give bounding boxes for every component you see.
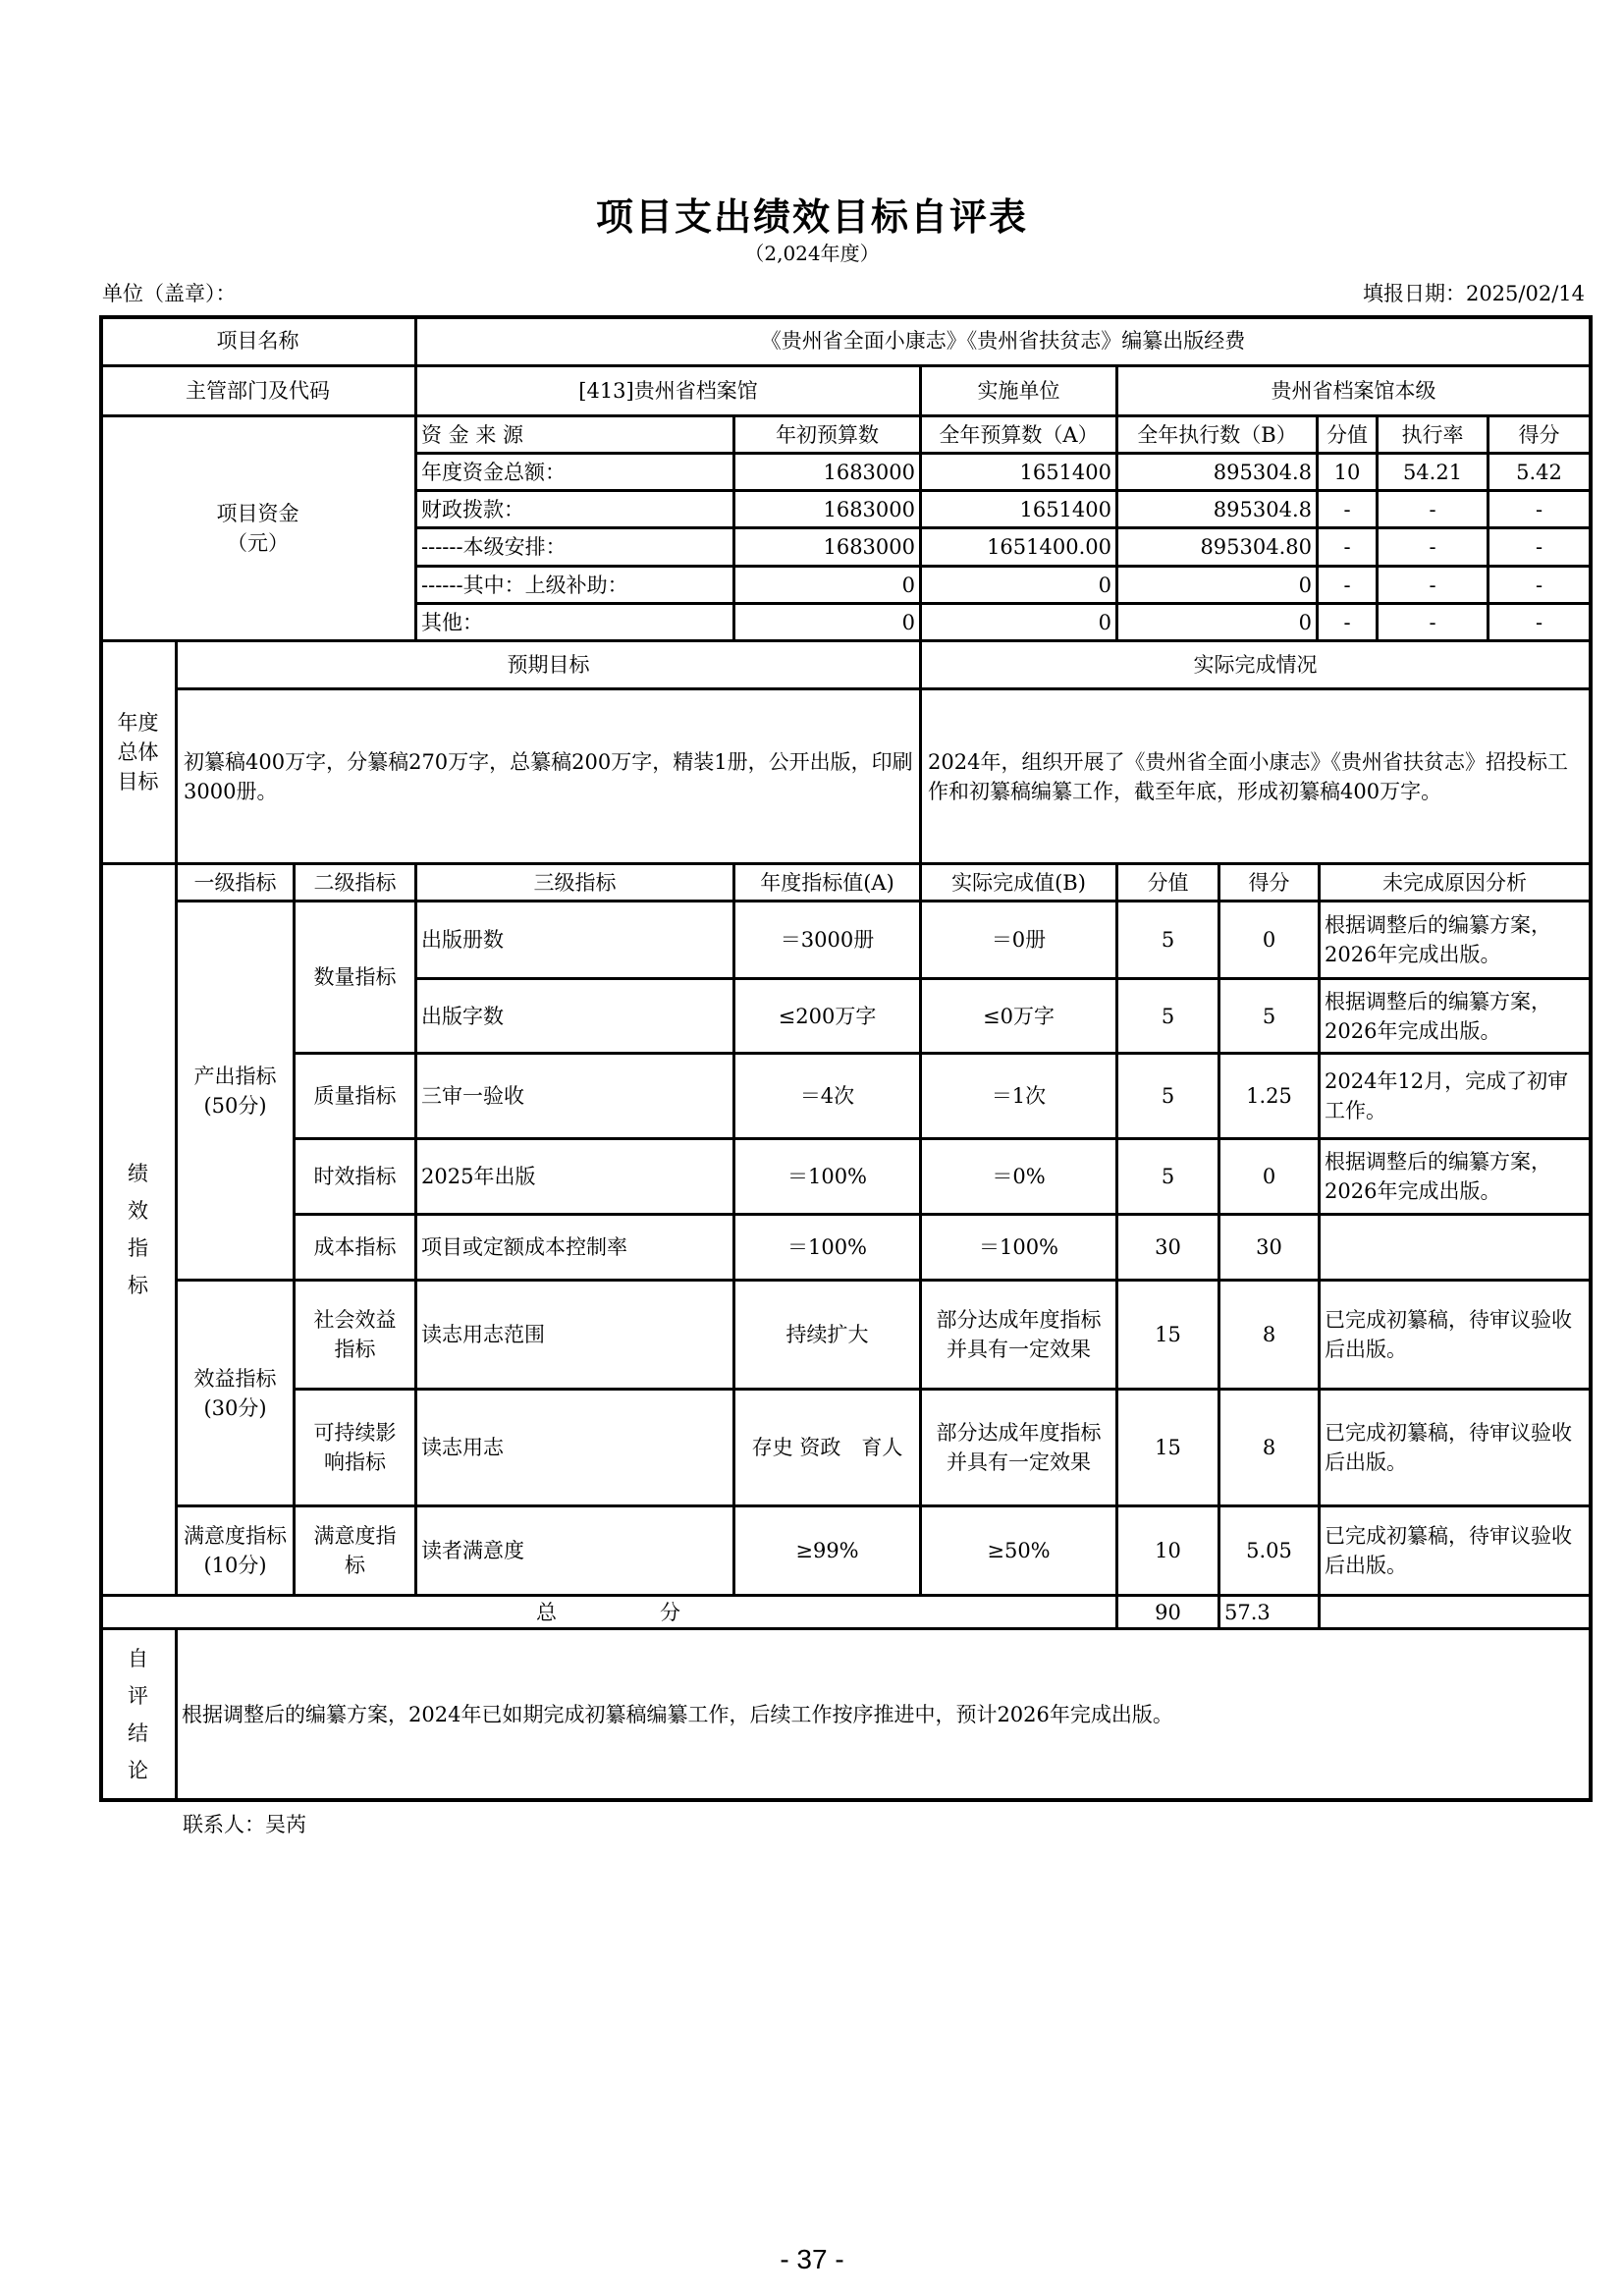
target-value: ＝3000册 [733,901,921,979]
page-number: - 37 - [780,2244,844,2274]
funding-col-annual: 全年预算数（A） [920,415,1117,454]
score: 5.05 [1218,1505,1320,1596]
total-score: 57.3 [1218,1595,1320,1629]
funding-row-annual: 1651400 [920,490,1117,528]
score: 1.25 [1218,1053,1320,1139]
funding-col-source: 资 金 来 源 [415,415,734,454]
score: 8 [1218,1280,1320,1390]
total-label: 总 分 [99,1595,1117,1629]
funding-row-score: - [1488,566,1591,604]
level2-social-benefit: 社会效益指标 [294,1280,416,1390]
level3-indicator: 2025年出版 [415,1138,734,1215]
score: 0 [1218,901,1320,979]
target-value: ＝4次 [733,1053,921,1139]
funding-row-initial: 1683000 [733,527,921,567]
level3-indicator: 读志用志范围 [415,1280,734,1390]
level2-satisfaction: 满意度指标 [294,1505,416,1596]
funding-row-score-value: - [1317,490,1378,528]
funding-row-score-value: 10 [1317,453,1378,491]
actual-value: ＝1次 [920,1053,1117,1139]
funding-row-initial: 0 [733,603,921,641]
actual-completion-header: 实际完成情况 [920,640,1591,689]
funding-label: 项目资金 [216,502,299,525]
reason-analysis: 已完成初纂稿，待审议验收后出版。 [1319,1389,1591,1506]
fill-date: 填报日期：2025/02/14 [1362,282,1585,305]
actual-value: 部分达成年度指标并具有一定效果 [920,1389,1117,1506]
score: 30 [1218,1214,1320,1281]
funding-col-rate: 执行率 [1377,415,1489,454]
target-value: 存史 资政 育人 [733,1389,921,1506]
reason-analysis: 已完成初纂稿，待审议验收后出版。 [1319,1505,1591,1596]
ind-col-reason: 未完成原因分析 [1319,863,1591,902]
funding-row-source: ------本级安排： [415,527,734,567]
impl-unit-label: 实施单位 [920,365,1117,416]
funding-row-executed: 895304.8 [1116,490,1318,528]
score-value: 30 [1116,1214,1219,1281]
total-blank [1319,1595,1591,1629]
ind-col-actual: 实际完成值(B) [920,863,1117,902]
reason-analysis: 根据调整后的编纂方案，2026年完成出版。 [1319,978,1591,1054]
level1-benefit: 效益指标(30分) [176,1280,295,1506]
score-value: 10 [1116,1505,1219,1596]
funding-row-initial: 1683000 [733,453,921,491]
project-name-value: 《贵州省全面小康志》《贵州省扶贫志》编纂出版经费 [415,315,1591,366]
score-value: 15 [1116,1389,1219,1506]
funding-row-score: 5.42 [1488,453,1591,491]
funding-row-rate: - [1377,490,1489,528]
funding-row-executed: 0 [1116,566,1318,604]
score-value: 5 [1116,1053,1219,1139]
funding-row-executed: 0 [1116,603,1318,641]
ind-col-level1: 一级指标 [176,863,295,902]
ind-col-level3: 三级指标 [415,863,734,902]
dept-value: [413]贵州省档案馆 [415,365,921,416]
level1-satisfaction: 满意度指标(10分) [176,1505,295,1596]
funding-row-source: 其他： [415,603,734,641]
actual-value: ≥50% [920,1505,1117,1596]
indicators-section-label: 绩效指标 [99,863,177,1596]
funding-row-initial: 0 [733,566,921,604]
score: 0 [1218,1138,1320,1215]
ind-col-target: 年度指标值(A) [733,863,921,902]
level1-output: 产出指标(50分) [176,901,295,1281]
level3-indicator: 读者满意度 [415,1505,734,1596]
funding-col-score: 得分 [1488,415,1591,454]
actual-value: ＝100% [920,1214,1117,1281]
reason-analysis [1319,1214,1591,1281]
score-value: 15 [1116,1280,1219,1390]
expected-goal-header: 预期目标 [176,640,921,689]
funding-row-source: 财政拨款： [415,490,734,528]
ind-col-score-value: 分值 [1116,863,1219,902]
level2-cost: 成本指标 [294,1214,416,1281]
contact-person: 联系人：吴芮 [183,1813,306,1836]
fiscal-year: （2,024年度） [744,242,880,265]
target-value: 持续扩大 [733,1280,921,1390]
actual-value: 部分达成年度指标并具有一定效果 [920,1280,1117,1390]
goals-section-label: 年度总体目标 [99,640,177,864]
total-score-value: 90 [1116,1595,1219,1629]
level3-indicator: 读志用志 [415,1389,734,1506]
actual-value: ＝0% [920,1138,1117,1215]
level2-timeliness: 时效指标 [294,1138,416,1215]
funding-row-score: - [1488,603,1591,641]
level2-quantity: 数量指标 [294,901,416,1054]
funding-row-rate: - [1377,566,1489,604]
level3-indicator: 出版册数 [415,901,734,979]
level2-quality: 质量指标 [294,1053,416,1139]
funding-col-score-value: 分值 [1317,415,1378,454]
score-value: 5 [1116,978,1219,1054]
funding-row-executed: 895304.80 [1116,527,1318,567]
funding-row-rate: - [1377,527,1489,567]
score: 8 [1218,1389,1320,1506]
reason-analysis: 根据调整后的编纂方案，2026年完成出版。 [1319,901,1591,979]
funding-col-initial: 年初预算数 [733,415,921,454]
score-value: 5 [1116,1138,1219,1215]
score-value: 5 [1116,901,1219,979]
level3-indicator: 项目或定额成本控制率 [415,1214,734,1281]
funding-row-score-value: - [1317,603,1378,641]
actual-value: ≤0万字 [920,978,1117,1054]
unit-seal-label: 单位（盖章）： [102,282,237,305]
funding-row-source: ------其中：上级补助： [415,566,734,604]
funding-row-source: 年度资金总额： [415,453,734,491]
ind-col-score: 得分 [1218,863,1320,902]
target-value: ≤200万字 [733,978,921,1054]
funding-row-rate: 54.21 [1377,453,1489,491]
score: 5 [1218,978,1320,1054]
funding-unit: （元） [227,531,289,555]
expected-goal-text: 初纂稿400万字，分纂稿270万字，总纂稿200万字，精装1册，公开出版，印刷3000册。 [176,688,921,864]
funding-row-annual: 0 [920,603,1117,641]
funding-col-executed: 全年执行数（B） [1116,415,1318,454]
funding-row-rate: - [1377,603,1489,641]
reason-analysis: 已完成初纂稿，待审议验收后出版。 [1319,1280,1591,1390]
funding-row-annual: 1651400 [920,453,1117,491]
funding-row-executed: 895304.8 [1116,453,1318,491]
level3-indicator: 出版字数 [415,978,734,1054]
project-name-label: 项目名称 [99,315,416,366]
funding-row-score: - [1488,490,1591,528]
target-value: ＝100% [733,1214,921,1281]
funding-row-annual: 1651400.00 [920,527,1117,567]
funding-section-label [99,415,416,641]
reason-analysis: 根据调整后的编纂方案，2026年完成出版。 [1319,1138,1591,1215]
actual-value: ＝0册 [920,901,1117,979]
actual-completion-text: 2024年，组织开展了《贵州省全面小康志》《贵州省扶贫志》招投标工作和初纂稿编纂工作，截至年底，形成初纂稿400万字。 [920,688,1591,864]
page-title: 项目支出绩效目标自评表 [595,195,1028,239]
funding-row-initial: 1683000 [733,490,921,528]
impl-unit-value: 贵州省档案馆本级 [1116,365,1591,416]
conclusion-section-label: 自评结论 [99,1628,177,1800]
ind-col-level2: 二级指标 [294,863,416,902]
funding-row-score-value: - [1317,566,1378,604]
funding-row-annual: 0 [920,566,1117,604]
funding-row-score-value: - [1317,527,1378,567]
level3-indicator: 三审一验收 [415,1053,734,1139]
funding-row-score: - [1488,527,1591,567]
level2-sustainable-impact: 可持续影响指标 [294,1389,416,1506]
conclusion-text: 根据调整后的编纂方案，2024年已如期完成初纂稿编纂工作，后续工作按序推进中，预计2026年完成出版。 [176,1628,1591,1800]
reason-analysis: 2024年12月，完成了初审工作。 [1319,1053,1591,1139]
target-value: ＝100% [733,1138,921,1215]
dept-label: 主管部门及代码 [99,365,416,416]
target-value: ≥99% [733,1505,921,1596]
